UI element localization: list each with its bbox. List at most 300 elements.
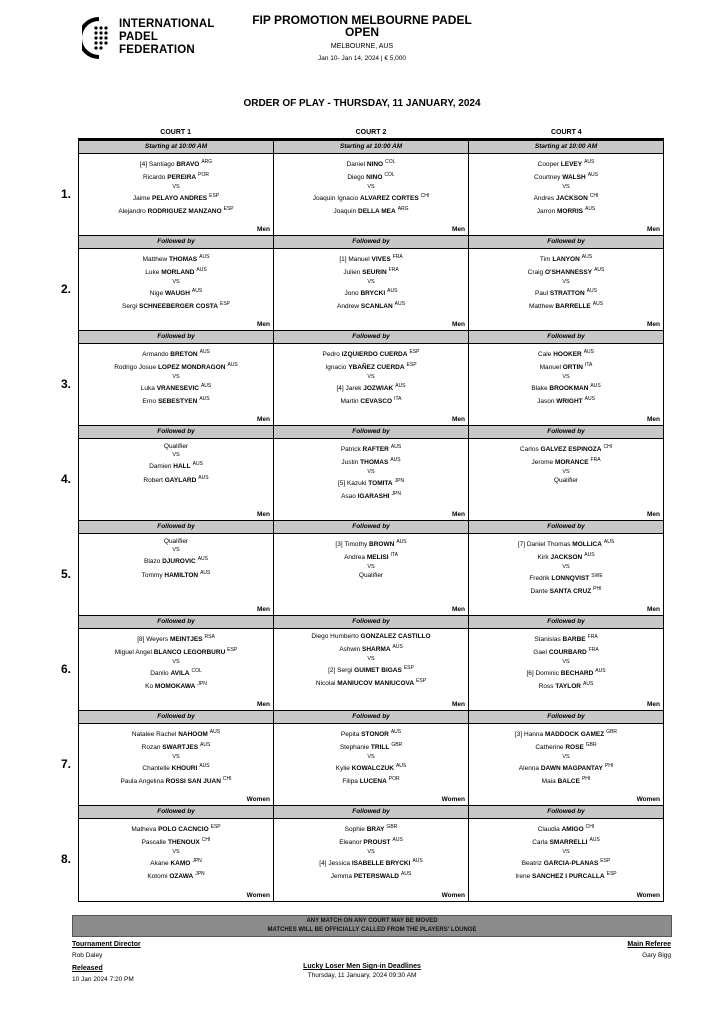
player-last-name: BARBE [562, 636, 586, 644]
player-line [469, 191, 663, 204]
player-first-name: Sergi [122, 303, 138, 311]
player-line [469, 286, 663, 299]
player-last-name: LUCENA [359, 778, 387, 786]
row-cells [78, 806, 664, 902]
player-nationality: AUS [586, 287, 597, 294]
match-category: Women [441, 796, 465, 803]
match-cell [274, 236, 469, 331]
match-category: Men [647, 321, 660, 328]
player-nationality: AUS [581, 254, 593, 260]
player-nationality: PHI [593, 586, 602, 593]
player-first-name: Luke [145, 269, 160, 277]
player-first-name: Erno [142, 398, 157, 406]
player-nationality: AUS [390, 457, 401, 464]
player-nationality: POR [198, 172, 209, 179]
player-line [469, 679, 663, 692]
player-nationality: ESP [223, 206, 234, 213]
player-first-name: Miguel Angel [114, 649, 152, 657]
player-line [274, 676, 468, 689]
player-nationality: AUS [227, 362, 238, 369]
player-nationality: FRA [392, 254, 403, 260]
player-nationality: AUS [592, 301, 604, 308]
player-line [469, 381, 663, 394]
lucky-loser-deadline [262, 963, 462, 979]
schedule-row [61, 521, 664, 616]
vs-separator: VS [367, 183, 375, 190]
match-category: Men [452, 701, 465, 708]
player-nationality: CHI [585, 824, 595, 830]
player-nationality: AUS [401, 871, 412, 878]
player-line [79, 265, 273, 278]
player-first-name: Sophie [344, 826, 365, 834]
player-last-name: TRILL [370, 744, 390, 752]
vs-separator: VS [562, 468, 570, 475]
player-line [469, 252, 663, 265]
player-first-name: Jason [537, 398, 555, 406]
player-seed: [1] [339, 256, 347, 264]
player-first-name: Diego [347, 174, 365, 182]
player-last-name: PROUST [363, 839, 391, 847]
player-nationality: ITA [390, 552, 398, 559]
player-nationality: AUS [198, 474, 209, 481]
match-cell [274, 711, 469, 806]
player-line [79, 666, 273, 679]
player-last-name: MELISI [366, 554, 389, 562]
player-last-name: COURBARD [548, 649, 587, 657]
player-nationality: AUS [200, 742, 211, 749]
player-nationality: RSA [204, 634, 215, 640]
player-first-name: Rodrigo Josue [114, 364, 157, 372]
player-nationality: GBR [606, 729, 618, 735]
match-category: Men [647, 511, 660, 518]
match-time-header: Followed by [79, 236, 273, 249]
player-first-name: Jerome [531, 459, 554, 467]
player-last-name: BECHARD [560, 669, 594, 677]
player-nationality: AUS [395, 762, 407, 769]
player-last-name: O'SHANNESSY [545, 269, 593, 277]
player-last-name: AMIGO [561, 826, 584, 834]
player-line [274, 727, 468, 740]
player-line [274, 455, 468, 468]
player-nationality: AUS [197, 556, 208, 563]
player-line [274, 252, 468, 265]
player-first-name: Robert [143, 476, 163, 484]
player-list [469, 439, 663, 486]
player-line [274, 286, 468, 299]
player-line [274, 265, 468, 278]
player-last-name: BRYCKI [360, 289, 386, 297]
player-last-name: WALSH [562, 174, 586, 182]
player-first-name: Cooper [537, 161, 559, 169]
match-time-header: Followed by [79, 616, 273, 629]
vs-separator: VS [367, 753, 375, 760]
player-line [469, 299, 663, 312]
player-line [79, 554, 273, 567]
match-category: Men [647, 416, 660, 423]
player-seed: [3] [514, 731, 523, 739]
player-nationality: JPN [391, 491, 401, 498]
player-first-name: Jarek [345, 384, 362, 392]
match-time-header: Followed by [274, 521, 468, 534]
player-last-name: TAYLOR [555, 683, 581, 691]
schedule-row [61, 236, 664, 331]
player-line [274, 381, 468, 394]
schedule-grid [61, 128, 664, 902]
player-nationality: JPN [195, 871, 205, 878]
vs-separator: VS [367, 563, 375, 570]
player-line [274, 869, 468, 882]
player-line [274, 537, 468, 550]
player-last-name: KHOURI [171, 764, 198, 772]
player-line [274, 740, 468, 753]
player-line [274, 476, 468, 489]
main-referee [627, 941, 671, 959]
player-first-name: Craig [527, 269, 544, 277]
player-seed: [4] [336, 384, 344, 392]
player-last-name: SEBESTYEN [157, 398, 198, 406]
player-nationality: AUS [595, 667, 606, 674]
match-time-header: Followed by [79, 331, 273, 344]
released-label: Released [72, 965, 103, 972]
player-nationality: ESP [403, 664, 414, 671]
player-last-name: KAMO [170, 859, 191, 867]
player-nationality: AUS [191, 287, 203, 294]
player-nationality: AUS [594, 267, 605, 274]
tournament-director [72, 941, 141, 959]
schedule-row [61, 616, 664, 711]
match-time-header: Followed by [469, 331, 663, 344]
player-list [469, 154, 663, 217]
player-first-name: Tommy [141, 571, 163, 579]
player-last-name: THOMAS [168, 256, 198, 264]
player-first-name: Carlos [519, 446, 539, 454]
main-referee-name: Gary Bigg [642, 952, 671, 959]
row-cells [78, 236, 664, 331]
player-first-name: Eleanor [339, 839, 362, 847]
row-number: 5. [61, 566, 72, 581]
player-list [79, 819, 273, 882]
player-first-name: Catherine [535, 744, 564, 752]
player-line [79, 473, 273, 486]
player-list [79, 724, 273, 787]
player-nationality: AUS [583, 349, 594, 355]
player-nationality: AUS [387, 287, 398, 294]
player-last-name: BRAY [366, 826, 385, 834]
court-name: COURT 4 [550, 129, 582, 136]
event-dates: Jan 10- Jan 14, 2024 | € 5,000 [317, 55, 407, 62]
player-line [79, 727, 273, 740]
player-nationality: AUS [199, 349, 210, 355]
row-cells [78, 521, 664, 616]
player-first-name: Natalee Rachel [131, 731, 177, 739]
player-nationality: AUS [392, 644, 403, 651]
vs-separator: VS [172, 658, 180, 665]
match-time-header: Followed by [274, 806, 468, 819]
match-category: Men [257, 701, 270, 708]
notice-banner [72, 915, 672, 937]
match-category: Women [636, 892, 660, 899]
player-line [79, 286, 273, 299]
player-last-name: NINO [366, 174, 383, 182]
row-number: 2. [61, 281, 72, 296]
vs-separator: VS [172, 848, 180, 855]
match-time-header: Starting at 10:00 AM [79, 141, 273, 154]
vs-separator: VS [172, 452, 180, 459]
player-last-name: BLANCO LEGORBURU [153, 649, 226, 657]
player-line [79, 568, 273, 581]
player-first-name: Kirk [537, 554, 549, 562]
player-last-name: ALVAREZ CORTES [360, 194, 419, 202]
match-time-header: Followed by [274, 236, 468, 249]
player-last-name: DJUROVIC [162, 558, 196, 566]
player-last-name: LEVEY [560, 161, 583, 169]
schedule-row [61, 426, 664, 521]
schedule-row [61, 711, 664, 806]
match-time-header: Starting at 10:00 AM [469, 141, 663, 154]
player-last-name: TOMITA [368, 479, 393, 487]
player-nationality: AUS [603, 539, 615, 545]
court-header-row [78, 128, 664, 138]
player-first-name: Joaquin Ignacio [312, 194, 359, 202]
player-list [274, 439, 468, 502]
player-nationality: CHI [603, 444, 613, 450]
match-time-header: Followed by [469, 236, 663, 249]
player-first-name: Jessica [328, 859, 350, 867]
player-list [79, 249, 273, 312]
player-nationality: AUS [392, 837, 403, 844]
match-category: Men [452, 321, 465, 328]
player-first-name: Luka [140, 384, 155, 392]
match-cell [469, 806, 664, 902]
player-first-name: Akane [150, 859, 169, 867]
player-nationality: AUS [199, 254, 210, 260]
player-first-name: Weyers [146, 636, 169, 644]
player-first-name: Jono [344, 289, 359, 297]
player-line [469, 157, 663, 170]
player-line [79, 381, 273, 394]
player-nationality: COL [191, 667, 202, 674]
player-last-name: LANYON [552, 256, 580, 264]
player-nationality: AUS [395, 382, 406, 389]
match-cell [79, 236, 274, 331]
player-nationality: AUS [394, 301, 405, 308]
match-category: Men [452, 511, 465, 518]
player-first-name: Ashwin [339, 646, 361, 654]
player-line [79, 835, 273, 848]
player-nationality: ESP [210, 824, 221, 830]
player-first-name: Matthew [528, 303, 554, 311]
match-time-header: Followed by [79, 426, 273, 439]
row-cells [78, 331, 664, 426]
player-line [274, 571, 468, 581]
player-line [469, 442, 663, 455]
ipf-logo-icon [82, 16, 116, 60]
player-nationality: AUS [590, 382, 601, 389]
player-nationality: AUS [584, 552, 595, 559]
vs-separator: VS [172, 547, 180, 554]
vs-separator: VS [562, 183, 570, 190]
match-cell [469, 426, 664, 521]
tournament-director-name: Rob Daley [72, 952, 103, 959]
player-last-name: IZQUIERDO CUERDA [341, 351, 408, 359]
player-last-name: SCANLAN [360, 303, 393, 311]
organization-name [119, 18, 215, 57]
player-line [469, 455, 663, 468]
match-category: Women [441, 892, 465, 899]
match-category: Men [647, 606, 660, 613]
player-line [274, 550, 468, 563]
player-last-name: ROSE [565, 744, 584, 752]
player-first-name: Daniel [346, 161, 366, 169]
player-last-name: PETERSWALD [353, 873, 399, 881]
player-last-name: HOOKER [553, 351, 582, 359]
ipf-logo [82, 16, 215, 60]
player-seed: [7] [517, 541, 526, 549]
vs-separator: VS [367, 848, 375, 855]
player-line [274, 489, 468, 502]
row-cells [78, 711, 664, 806]
player-first-name: Paul [535, 289, 549, 297]
player-last-name: GUIMET BIGAS [354, 666, 402, 674]
player-line [469, 550, 663, 563]
match-time-header: Followed by [469, 806, 663, 819]
player-line [79, 347, 273, 360]
match-time-header: Followed by [79, 521, 273, 534]
row-number: 8. [61, 852, 72, 866]
row-cells [78, 616, 664, 711]
player-line [469, 360, 663, 373]
match-cell [469, 236, 664, 331]
match-time-header: Followed by [469, 521, 663, 534]
player-line [274, 761, 468, 774]
player-last-name: BROOKMAN [549, 384, 589, 392]
player-first-name: Tim [539, 256, 551, 264]
player-first-name: Blazo [144, 558, 161, 566]
player-last-name: JACKSON [550, 554, 583, 562]
schedule-row [61, 141, 664, 236]
player-first-name: Joaquin [333, 208, 357, 216]
player-nationality: AUS [396, 539, 407, 545]
player-nationality: FRA [587, 634, 598, 640]
player-line [469, 537, 663, 550]
player-line [274, 170, 468, 183]
match-category: Women [246, 796, 270, 803]
player-last-name: SMARRELLI [549, 839, 588, 847]
player-line [469, 774, 663, 787]
player-line [274, 204, 468, 217]
player-first-name: Dante [530, 588, 548, 596]
player-last-name: MORRIS [556, 208, 583, 216]
player-first-name: Justin [341, 459, 359, 467]
player-nationality: ESP [600, 857, 611, 864]
player-line [79, 394, 273, 407]
vs-separator: VS [367, 278, 375, 285]
player-last-name: MOMOKAWA [154, 683, 196, 691]
player-nationality: FRA [590, 457, 601, 464]
player-nationality: AUS [200, 382, 212, 389]
player-seed: [3] [335, 541, 343, 549]
schedule-row [61, 331, 664, 426]
player-line [469, 869, 663, 882]
player-nationality: AUS [587, 172, 598, 179]
player-first-name: Gael [533, 649, 547, 657]
order-of-play-title: ORDER OF PLAY - THURSDAY, 11 JANUARY, 2024 [243, 98, 481, 109]
player-first-name: Paula Angelina [120, 778, 164, 786]
player-last-name: YBAÑEZ CUERDA [348, 364, 405, 372]
match-cell [79, 141, 274, 236]
player-nationality: PHI [604, 762, 614, 769]
player-last-name: PEREIRA [167, 174, 197, 182]
player-line [79, 204, 273, 217]
player-last-name: ORTIN [562, 364, 583, 372]
player-nationality: ITA [394, 396, 402, 403]
player-last-name: LONNQVIST [551, 574, 590, 582]
player-seed: [4] [139, 161, 148, 169]
player-line [469, 347, 663, 360]
player-last-name: HAMILTON [164, 571, 199, 579]
player-line [79, 822, 273, 835]
player-first-name: Qualifier [163, 443, 189, 450]
match-time-header: Followed by [79, 711, 273, 724]
player-last-name: RODRIGUEZ MANZANO [147, 208, 222, 216]
player-line [79, 761, 273, 774]
player-last-name: AVILA [170, 669, 190, 677]
player-first-name: Alenna [518, 764, 540, 772]
match-time-header: Followed by [274, 331, 468, 344]
player-nationality: GBR [585, 742, 597, 749]
player-first-name: Fredrik [529, 574, 550, 582]
player-line [274, 663, 468, 676]
player-last-name: CEVASCO [360, 398, 393, 406]
player-last-name: LOPEZ MONDRAGON [157, 364, 226, 372]
player-last-name: PELAYO ANDRES [151, 194, 208, 202]
player-last-name: GONZALEZ CASTILLO [360, 633, 431, 640]
player-last-name: BALCE [557, 778, 580, 786]
match-cell [79, 616, 274, 711]
player-nationality: FRA [588, 647, 599, 654]
player-last-name: IGARASHI [357, 493, 390, 501]
vs-separator: VS [367, 655, 375, 662]
player-last-name: MANIUCOV MANIUCOVA [337, 680, 415, 688]
player-nationality: ARG [201, 159, 213, 165]
player-nationality: AUS [584, 159, 595, 165]
player-last-name: BRETON [170, 351, 198, 359]
player-first-name: Matheva [131, 826, 157, 834]
match-category: Men [257, 321, 270, 328]
player-line [469, 394, 663, 407]
player-last-name: SEURIN [362, 269, 387, 277]
player-first-name: Asao [341, 493, 356, 501]
player-last-name: GALVEZ ESPINOZA [540, 446, 602, 454]
player-line [469, 740, 663, 753]
player-last-name: THENOUX [167, 839, 200, 847]
player-last-name: SANTA CRUZ [549, 588, 592, 596]
match-cell [469, 331, 664, 426]
player-seed: [6] [526, 669, 534, 677]
match-time-header: Followed by [274, 426, 468, 439]
player-first-name: Alejandro [118, 208, 146, 216]
player-first-name: Qualifier [163, 538, 189, 545]
player-first-name: Sergi [337, 666, 353, 674]
player-first-name: Cale [538, 351, 552, 359]
player-last-name: BRAVO [176, 161, 200, 169]
player-first-name: Ko [145, 683, 154, 691]
player-list [79, 534, 273, 581]
vs-separator: VS [172, 373, 180, 380]
player-nationality: AUS [209, 729, 221, 735]
player-list [79, 344, 273, 407]
match-time-header: Followed by [274, 711, 468, 724]
